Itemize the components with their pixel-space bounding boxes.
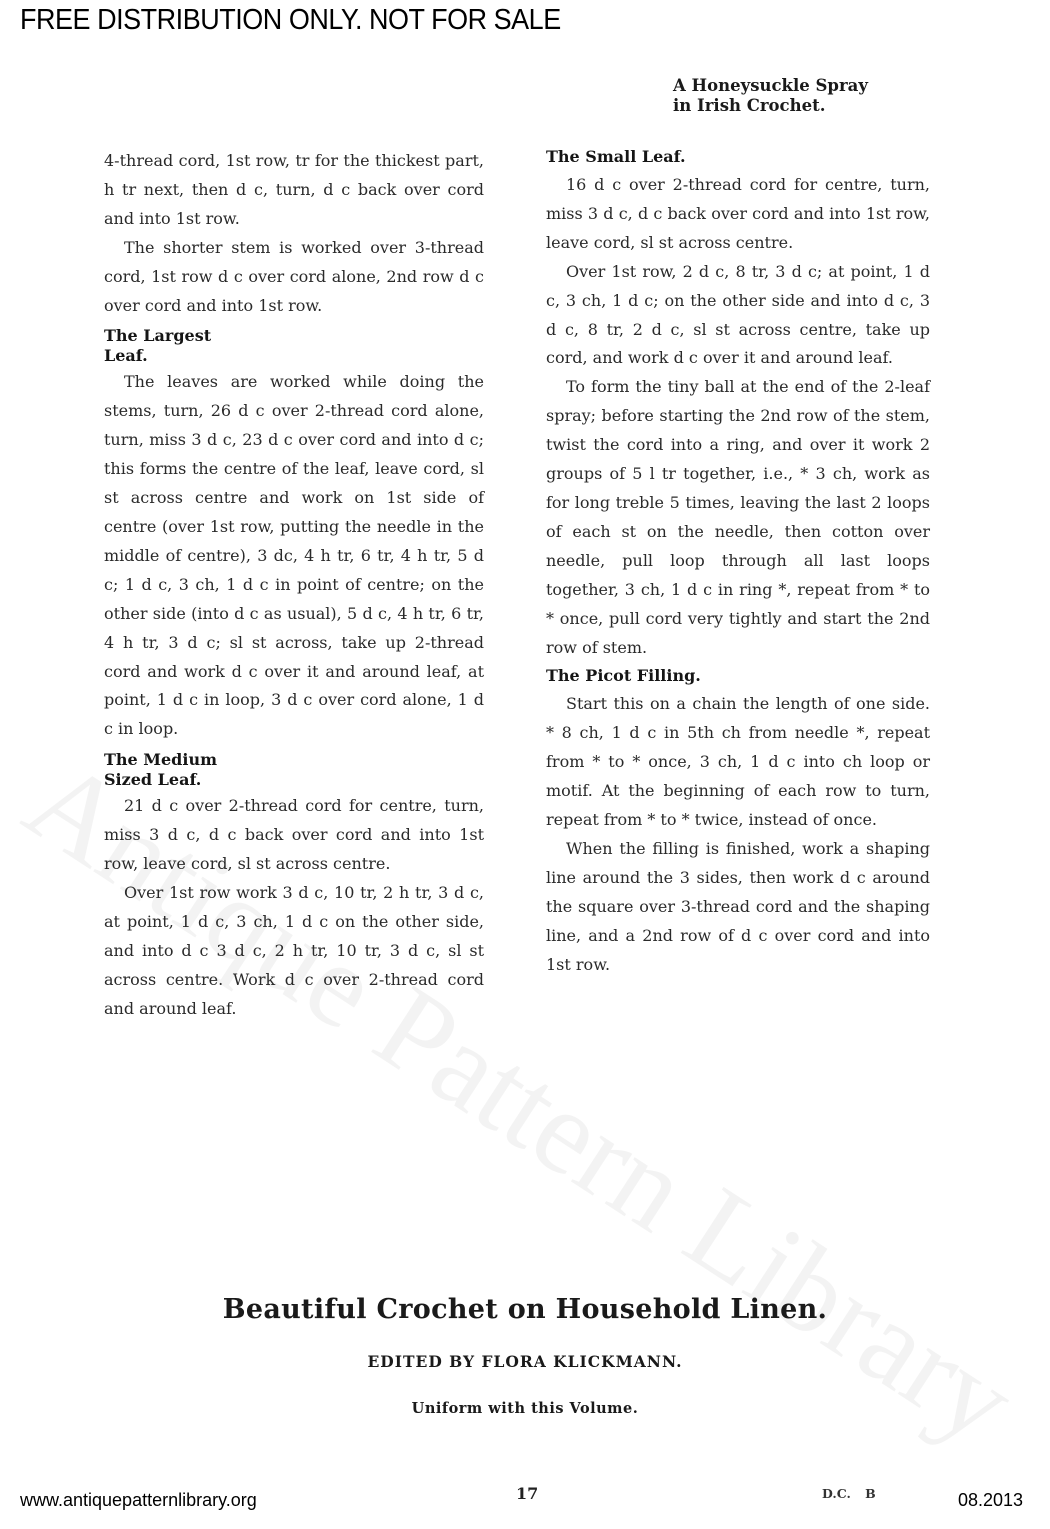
paragraph: Start this on a chain the length of one side. * 8 ch, 1 d c in 5th ch from needle *, repeat from * to * once, 3 ch, 1 d c into ch loop or motif. At the beginning of each row to turn, repeat from * to * twice, instead of once. <box>546 694 930 830</box>
running-head-line2: in Irish Crochet. <box>673 96 826 115</box>
section-heading-picot-filling: The Picot Filling. <box>546 666 701 686</box>
signature-mark: D.C. B <box>822 1486 876 1501</box>
paragraph: 4-thread cord, 1st row, tr for the thickest part, h tr next, then d c, turn, d c back over cord and into 1st row. <box>104 151 484 228</box>
advertisement-title: Beautiful Crochet on Household Linen. <box>222 1294 828 1325</box>
page-number: 17 <box>516 1484 539 1503</box>
paragraph: 16 d c over 2-thread cord for centre, turn, miss 3 d c, d c back over cord and into 1st row, leave cord, sl st across centre. <box>546 175 930 252</box>
paragraph: The shorter stem is worked over 3-thread cord, 1st row d c over cord alone, 2nd row d c over cord and into 1st row. <box>104 237 484 315</box>
advertisement-editor: EDITED BY FLORA KLICKMANN. <box>367 1352 683 1371</box>
section-heading-medium-leaf <box>104 750 484 790</box>
advertisement-note: Uniform with this Volume. <box>411 1400 639 1417</box>
left-column <box>104 147 484 1023</box>
section-heading-small-leaf: The Small Leaf. <box>546 147 686 166</box>
paragraph: When the filling is finished, work a shaping line around the 3 sides, then work d c around the square over 3-thread cord and the shaping line, and a 2nd row of d c over cord and into 1st row. <box>546 838 930 974</box>
right-column <box>546 147 930 979</box>
paragraph: Over 1st row, 2 d c, 8 tr, 3 d c; at point, 1 d c, 3 ch, 1 d c; on the other side and into d c, 3 d c, 8 tr, 2 d c, sl st across centre, take up cord, and work d c over it and around leaf. <box>546 261 930 368</box>
section-heading-largest-leaf <box>104 326 484 366</box>
heading-line: The Largest <box>104 326 212 346</box>
footer-url: www.antiquepatternlibrary.org <box>20 1490 257 1510</box>
paragraph: To form the tiny ball at the end of the 2-leaf spray; before starting the 2nd row of the stem, twist the cord into a ring, and over it work 2 groups of 5 l tr together, i.e., * 3 ch, work as for long treble 5 times, leaving the last 2 loops of each st on the needle, then cotton over needle, pull loop through all last loops together, 3 ch, 1 d c in ring *, repeat from * to * once, pull cord very tightly and start the 2nd row of stem. <box>546 377 930 657</box>
heading-line: Sized Leaf. <box>104 770 202 790</box>
distribution-banner: FREE DISTRIBUTION ONLY. NOT FOR SALE <box>20 4 561 36</box>
running-head <box>673 76 868 116</box>
paragraph: 21 d c over 2-thread cord for centre, turn, miss 3 d c, d c back over cord and into 1st row, leave cord, sl st across centre. <box>104 796 484 874</box>
paragraph: The leaves are worked while doing the stems, turn, 26 d c over 2-thread cord alone, turn, miss 3 d c, 23 d c over cord and into d c; this forms the centre of the leaf, leave cord, sl st across centre and work on 1st side of centre (over 1st row, putting the needle in the middle of centre), 3 dc, 4 h tr, 6 tr, 4 h tr, 5 d c; 1 d c, 3 ch, 1 d c in point of centre; on the other side (into d c as usual), 5 d c, 4 h tr, 6 tr, 4 h tr, 3 d c; sl st across, take up 2-thread cord and work d c over it and around leaf, at point, 1 d c in loop, 3 d c over cord alone, 1 d c in loop. <box>104 372 484 739</box>
paragraph: Over 1st row work 3 d c, 10 tr, 2 h tr, 3 d c, at point, 1 d c, 3 ch, 1 d c on the other side, and into d c 3 d c, 2 h tr, 10 tr, 3 d c, sl st across centre. Work d c over 2-thread cord and around leaf. <box>104 882 484 1018</box>
footer-date: 08.2013 <box>958 1490 1024 1510</box>
heading-line: Leaf. <box>104 346 148 366</box>
heading-line: The Medium <box>104 750 218 770</box>
running-head-line1: A Honeysuckle Spray <box>673 76 868 95</box>
